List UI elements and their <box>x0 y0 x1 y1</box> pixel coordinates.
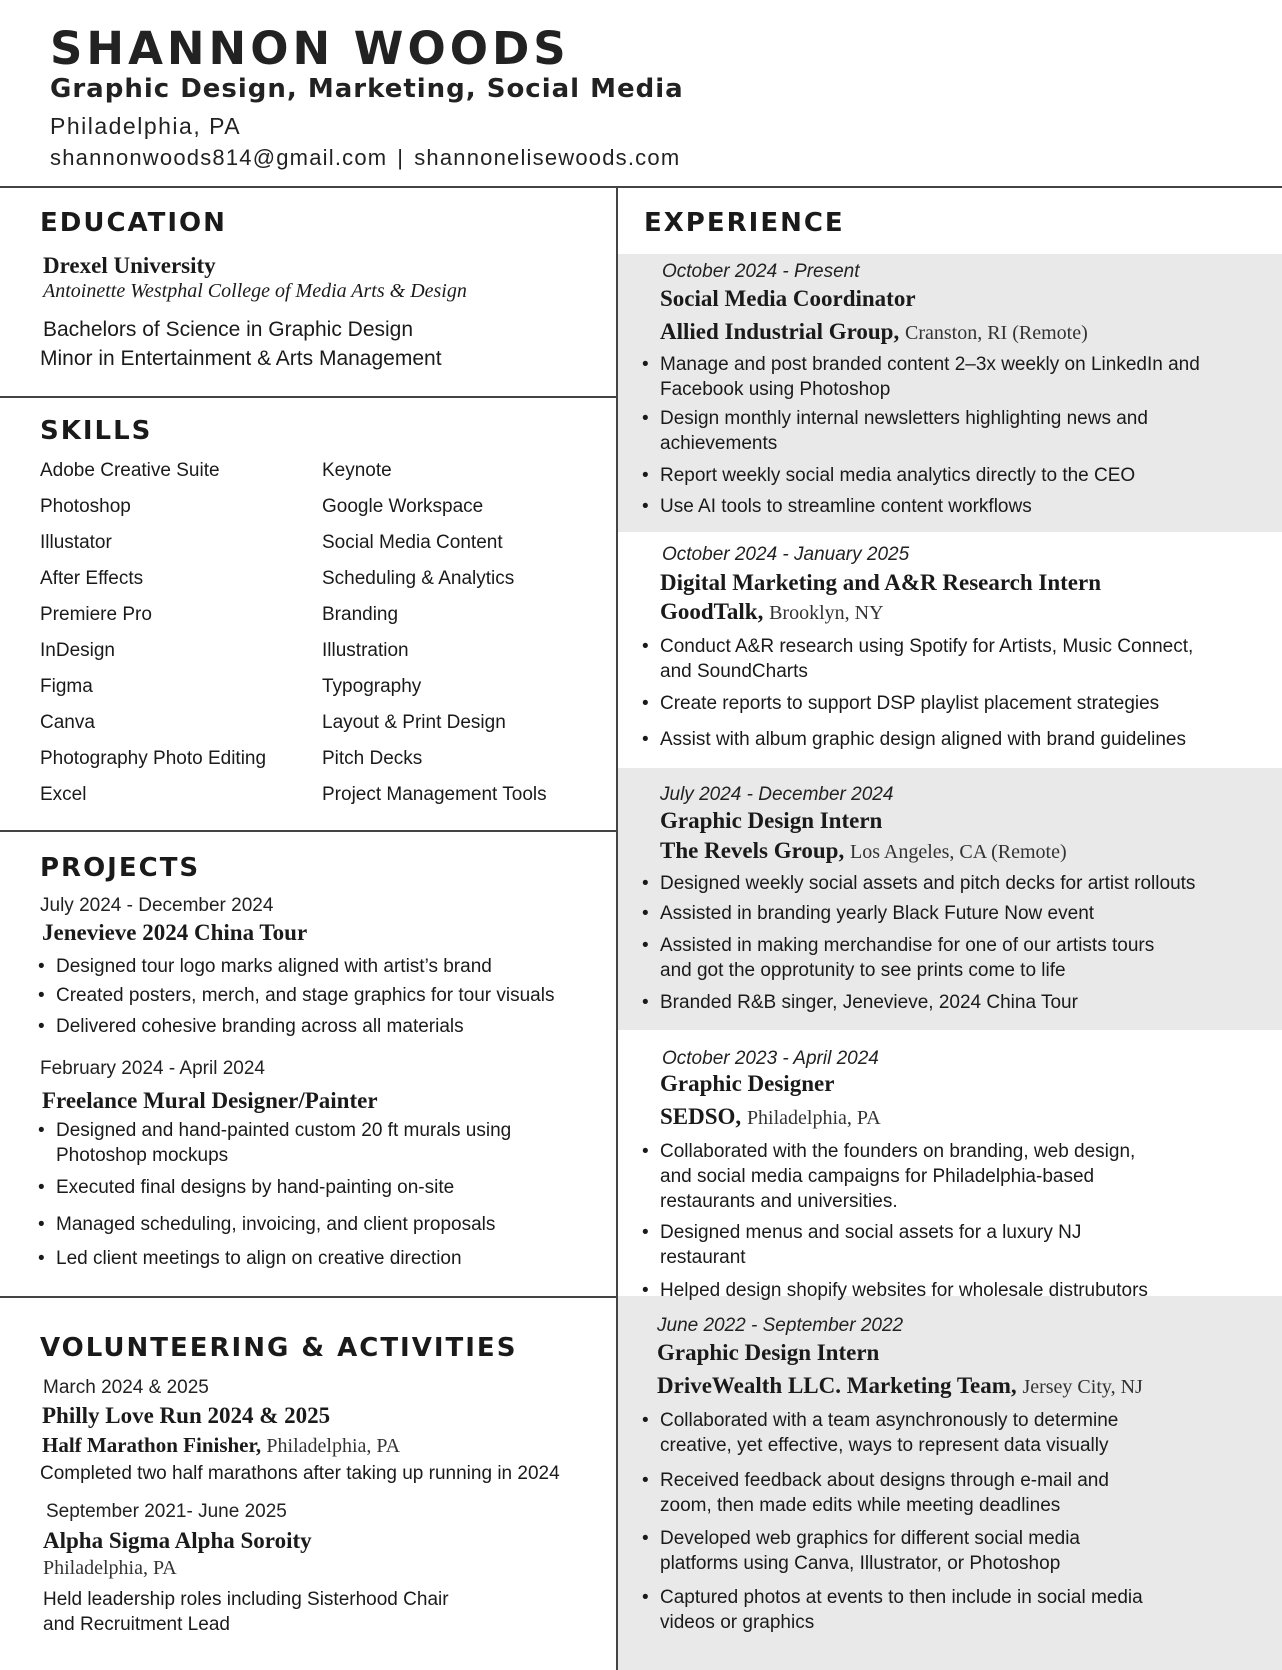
projects-divider <box>0 1296 616 1298</box>
skills-divider <box>0 830 616 832</box>
activity-location: Philadelphia, PA <box>43 1557 177 1579</box>
job-bullets <box>642 634 1202 752</box>
activity-date: September 2021- June 2025 <box>46 1501 287 1522</box>
skill-item: Project Management Tools <box>322 784 547 805</box>
skill-item: Figma <box>40 676 93 697</box>
list-item: • Design monthly internal newsletters highlighting news and achievements <box>642 406 1202 456</box>
job-title: Graphic Design Intern <box>660 808 883 833</box>
school-name: Drexel University <box>43 253 216 278</box>
list-item: • Collaborated with a team asynchronously to determine creative, yet effective, ways to represent data visually <box>642 1408 1162 1458</box>
list-item: • Managed scheduling, invoicing, and client proposals <box>38 1212 538 1237</box>
project-bullets <box>38 1118 538 1271</box>
skill-item: Google Workspace <box>322 496 484 517</box>
list-item: • Helped design shopify websites for wholesale distrubutors <box>642 1278 1162 1303</box>
job-company: GoodTalk, <box>660 599 764 624</box>
job-company: The Revels Group, <box>660 838 845 863</box>
skill-item: Typography <box>322 676 422 697</box>
job-company-line <box>660 599 884 625</box>
activity-description: Held leadership roles including Sisterhood Chair and Recruitment Lead <box>43 1589 449 1635</box>
job-company-line <box>660 319 1088 345</box>
job-date: October 2024 - January 2025 <box>662 544 910 565</box>
job-location: Cranston, RI (Remote) <box>904 322 1088 344</box>
education-divider <box>0 396 616 398</box>
job-bullets <box>642 1139 1162 1303</box>
list-item: • Led client meetings to align on creative direction <box>38 1246 538 1271</box>
skill-item: Adobe Creative Suite <box>40 460 220 481</box>
list-item: • Branded R&B singer, Jenevieve, 2024 China Tour <box>642 990 1202 1015</box>
projects-heading: PROJECTS <box>40 853 201 883</box>
volunteering-heading: VOLUNTEERING & ACTIVITIES <box>40 1333 518 1363</box>
job-date: June 2022 - September 2022 <box>657 1315 904 1336</box>
skill-item: Social Media Content <box>322 532 503 553</box>
project-date: February 2024 - April 2024 <box>40 1058 265 1079</box>
job-company-line <box>660 1104 881 1130</box>
skill-item: After Effects <box>40 568 144 589</box>
contact-line <box>50 145 680 171</box>
skill-item: Excel <box>40 784 87 805</box>
project-title: Freelance Mural Designer/Painter <box>42 1088 378 1113</box>
list-item: • Created posters, merch, and stage graphics for tour visuals <box>38 983 598 1008</box>
list-item: • Executed final designs by hand-painting on-site <box>38 1175 538 1200</box>
skill-item: Keynote <box>322 460 392 481</box>
skill-item: Illustator <box>40 532 112 553</box>
skill-item: Illustration <box>322 640 409 661</box>
list-item: • Conduct A&R research using Spotify for Artists, Music Connect, and SoundCharts <box>642 634 1202 684</box>
minor: Minor in Entertainment & Arts Management <box>40 347 442 370</box>
list-item: • Report weekly social media analytics directly to the CEO <box>642 463 1202 488</box>
website-link[interactable]: shannonelisewoods.com <box>414 145 681 170</box>
list-item: • Assist with album graphic design aligned with brand guidelines <box>642 727 1202 752</box>
list-item: • Assisted in making merchandise for one of our artists tours and got the opprotunity to see prints come to life <box>642 933 1202 983</box>
job-bullets <box>642 352 1202 519</box>
job-title: Graphic Design Intern <box>657 1340 880 1365</box>
activity-subtitle: Half Marathon Finisher, <box>42 1433 262 1457</box>
job-date: October 2023 - April 2024 <box>662 1048 879 1069</box>
job-title: Graphic Designer <box>660 1071 835 1096</box>
job-location: Los Angeles, CA (Remote) <box>849 841 1067 863</box>
activity-title: Philly Love Run 2024 & 2025 <box>42 1403 331 1428</box>
list-item: • Developed web graphics for different social media platforms using Canva, Illustrator, or Photoshop <box>642 1526 1162 1576</box>
skill-item: Pitch Decks <box>322 748 423 769</box>
activity-description: Completed two half marathons after taking up running in 2024 <box>40 1463 560 1484</box>
education-heading: EDUCATION <box>40 208 227 238</box>
list-item: • Received feedback about designs through e-mail and zoom, then made edits while meeting deadlines <box>642 1468 1162 1518</box>
list-item: • Designed tour logo marks aligned with artist’s brand <box>38 954 598 979</box>
skill-item: Photoshop <box>40 496 131 517</box>
activity-title: Alpha Sigma Alpha Soroity <box>43 1528 312 1553</box>
job-date: October 2024 - Present <box>662 261 860 282</box>
job-bullets <box>642 1408 1162 1635</box>
skill-item: Photography Photo Editing <box>40 748 267 769</box>
list-item: • Designed menus and social assets for a luxury NJ restaurant <box>642 1220 1162 1270</box>
skill-item: Branding <box>322 604 399 625</box>
list-item: • Delivered cohesive branding across all materials <box>38 1014 598 1039</box>
job-company-line <box>660 838 1067 864</box>
project-date: July 2024 - December 2024 <box>40 895 274 916</box>
job-company-line <box>657 1373 1143 1399</box>
list-item: • Create reports to support DSP playlist placement strategies <box>642 691 1202 716</box>
job-location: Philadelphia, PA <box>746 1107 881 1129</box>
list-item: • Assisted in branding yearly Black Future Now event <box>642 901 1202 926</box>
resume-name: SHANNON WOODS <box>50 22 570 75</box>
email-link[interactable]: shannonwoods814@gmail.com <box>50 145 388 170</box>
skill-item: Premiere Pro <box>40 604 152 625</box>
list-item: • Collaborated with the founders on branding, web design, and social media campaigns for Philadelphia-based restaurants and universities. <box>642 1139 1162 1214</box>
activity-subtitle-line <box>42 1433 400 1458</box>
skill-item: Scheduling & Analytics <box>322 568 515 589</box>
job-location: Jersey City, NJ <box>1022 1376 1143 1398</box>
project-bullets <box>38 954 598 1039</box>
contact-separator: | <box>397 145 405 170</box>
project-title: Jenevieve 2024 China Tour <box>42 920 308 945</box>
experience-heading: EXPERIENCE <box>644 208 845 238</box>
job-company: DriveWealth LLC. Marketing Team, <box>657 1373 1017 1398</box>
activity-location: Philadelphia, PA <box>266 1435 401 1457</box>
skill-item: InDesign <box>40 640 115 661</box>
job-bullets <box>642 871 1202 1015</box>
skill-item: Canva <box>40 712 95 733</box>
job-location: Brooklyn, NY <box>769 602 884 624</box>
list-item: • Designed and hand-painted custom 20 ft murals using Photoshop mockups <box>38 1118 538 1168</box>
activity-date: March 2024 & 2025 <box>43 1377 209 1398</box>
header-location: Philadelphia, PA <box>50 113 242 139</box>
list-item: • Designed weekly social assets and pitch decks for artist rollouts <box>642 871 1202 896</box>
skills-heading: SKILLS <box>40 416 153 446</box>
skill-item: Layout & Print Design <box>322 712 506 733</box>
resume-subtitle: Graphic Design, Marketing, Social Media <box>50 74 684 104</box>
degree: Bachelors of Science in Graphic Design <box>43 318 414 341</box>
job-title: Digital Marketing and A&R Research Intern <box>660 570 1102 595</box>
college-name: Antoinette Westphal College of Media Arts & Design <box>43 280 467 302</box>
list-item: • Use AI tools to streamline content workflows <box>642 494 1202 519</box>
list-item: • Manage and post branded content 2–3x weekly on LinkedIn and Facebook using Photoshop <box>642 352 1202 402</box>
job-title: Social Media Coordinator <box>660 286 916 311</box>
job-company: SEDSO, <box>660 1104 742 1129</box>
list-item: • Captured photos at events to then include in social media videos or graphics <box>642 1585 1162 1635</box>
header-divider <box>0 186 1282 188</box>
job-company: Allied Industrial Group, <box>660 319 900 344</box>
job-date: July 2024 - December 2024 <box>660 784 894 805</box>
